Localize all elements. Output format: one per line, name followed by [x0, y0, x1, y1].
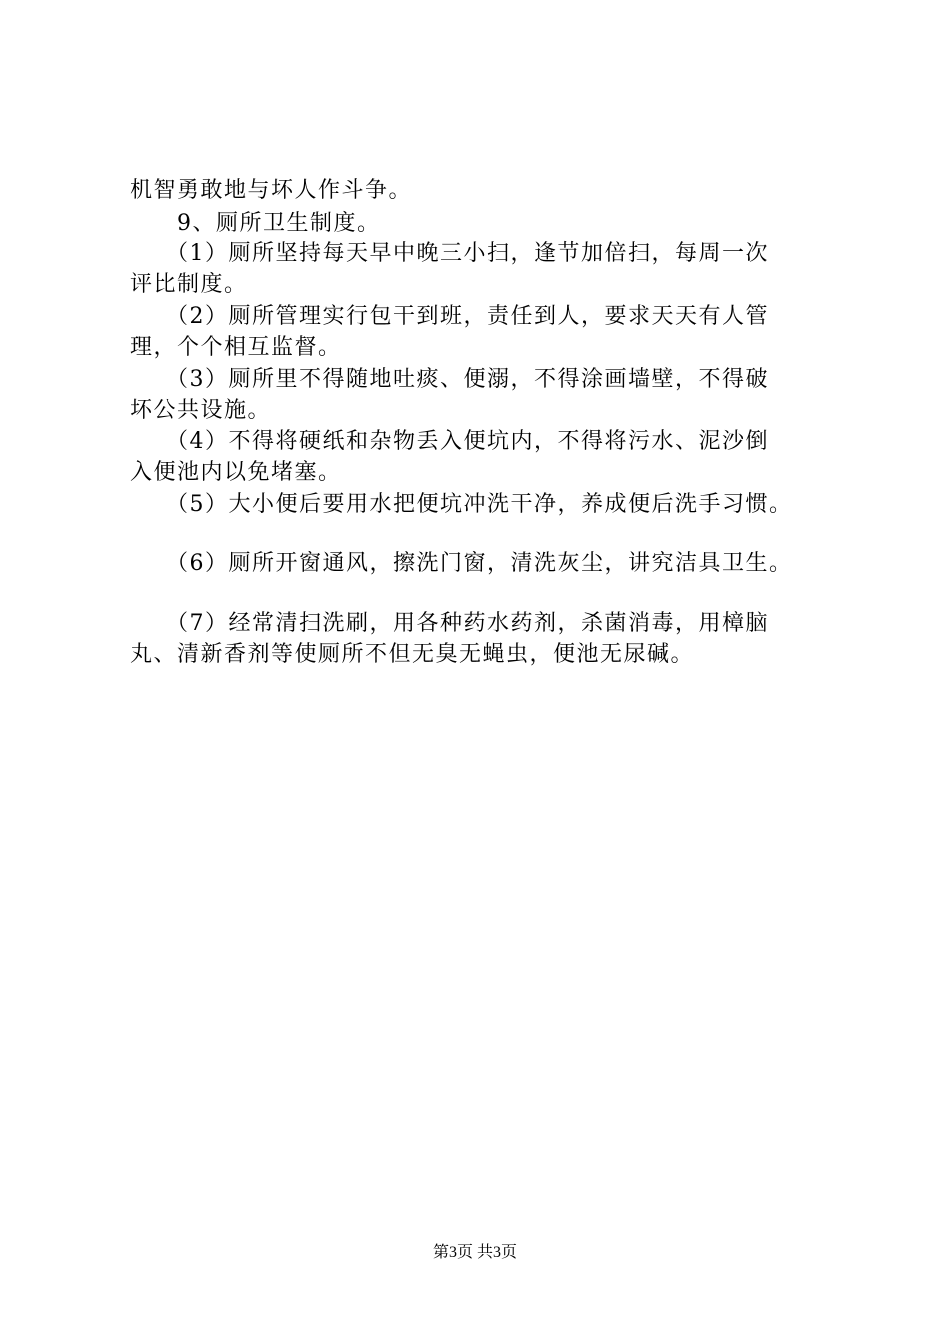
text-line: （6）厕所开窗通风，擦洗门窗，清洗灰尘，讲究洁具卫生。	[130, 551, 793, 576]
text-line: 入便池内以免堵塞。	[130, 460, 342, 485]
text-line: （4）不得将硬纸和杂物丢入便坑内，不得将污水、泥沙倒	[130, 429, 769, 454]
text-line: 坏公共设施。	[130, 398, 272, 423]
text-line: 丸、清新香剂等使厕所不但无臭无蝇虫，便池无尿碱。	[130, 642, 695, 667]
text-line: （3）厕所里不得随地吐痰、便溺，不得涂画墙壁，不得破	[130, 367, 769, 392]
text-line: 机智勇敢地与坏人作斗争。	[130, 178, 413, 203]
text-line: 评比制度。	[130, 272, 248, 297]
text-line: （7）经常清扫洗刷，用各种药水药剂，杀菌消毒，用樟脑	[130, 611, 769, 636]
text-line: （5）大小便后要用水把便坑冲洗干净，养成便后洗手习惯。	[130, 492, 793, 517]
page-number-footer: 第3页 共3页	[432, 1244, 517, 1261]
text-line: 理，个个相互监督。	[130, 335, 342, 360]
text-line: （2）厕所管理实行包干到班，责任到人，要求天天有人管	[130, 304, 769, 329]
text-line: （1）厕所坚持每天早中晚三小扫，逢节加倍扫，每周一次	[130, 241, 769, 266]
section-heading: 9、厕所卫生制度。	[130, 211, 381, 236]
